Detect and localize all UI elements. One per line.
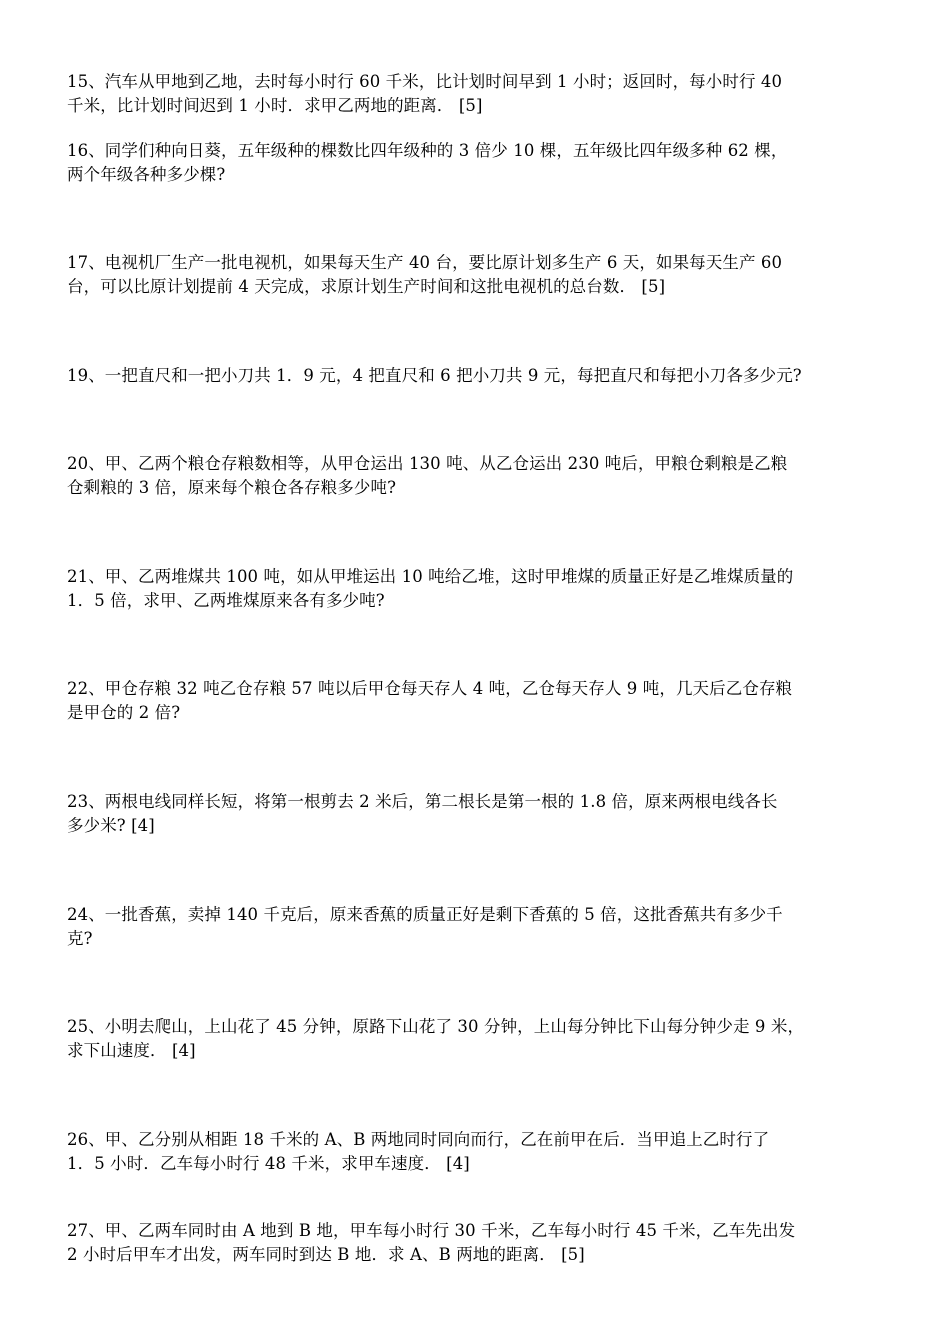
question-line: 16、同学们种向日葵，五年级种的棵数比四年级种的 3 倍少 10 棵，五年级比四年级多种 62 棵， <box>67 141 788 160</box>
question-line: 23、两根电线同样长短，将第一根剪去 2 米后，第二根长是第一根的 1.8 倍，原来两根电线各长 <box>67 792 778 811</box>
question-15 <box>67 70 889 118</box>
question-line: 27、甲、乙两车同时由 A 地到 B 地，甲车每小时行 30 千米，乙车每小时行 45 千米，乙车先出发 <box>67 1221 796 1240</box>
question-line: 克? <box>67 929 93 948</box>
question-line: 求下山速度． [4] <box>67 1041 196 1060</box>
question-line: 1．5 小时．乙车每小时行 48 千米，求甲车速度． [4] <box>67 1154 470 1173</box>
question-line: 两个年级各种多少棵? <box>67 165 226 184</box>
question-20 <box>67 452 889 500</box>
question-27 <box>67 1219 889 1267</box>
question-line: 2 小时后甲车才出发，两车同时到达 B 地．求 A、B 两地的距离． [5] <box>67 1245 585 1264</box>
question-line: 1．5 倍，求甲、乙两堆煤原来各有多少吨? <box>67 591 385 610</box>
question-line: 20、甲、乙两个粮仓存粮数相等，从甲仓运出 130 吨、从乙仓运出 230 吨后，甲粮仓剩粮是乙粮 <box>67 454 788 473</box>
question-line: 台，可以比原计划提前 4 天完成，求原计划生产时间和这批电视机的总台数． [5] <box>67 277 666 296</box>
question-26 <box>67 1128 889 1176</box>
question-line: 24、一批香蕉，卖掉 140 千克后，原来香蕉的质量正好是剩下香蕉的 5 倍，这批香蕉共有多少千 <box>67 905 783 924</box>
question-line: 17、电视机厂生产一批电视机，如果每天生产 40 台，要比原计划多生产 6 天，如果每天生产 60 <box>67 253 783 272</box>
question-24 <box>67 903 889 951</box>
question-line: 26、甲、乙分别从相距 18 千米的 A、B 两地同时同向而行，乙在前甲在后．当甲追上乙时行了 <box>67 1130 770 1149</box>
question-line: 21、甲、乙两堆煤共 100 吨，如从甲堆运出 10 吨给乙堆，这时甲堆煤的质量正好是乙堆煤质量的 <box>67 567 794 586</box>
question-line: 是甲仓的 2 倍? <box>67 703 181 722</box>
question-21 <box>67 565 889 613</box>
question-line: 19、一把直尺和一把小刀共 1．9 元，4 把直尺和 6 把小刀共 9 元，每把直尺和每把小刀各多少元? <box>67 366 802 385</box>
question-line: 15、汽车从甲地到乙地，去时每小时行 60 千米，比计划时间早到 1 小时；返回时，每小时行 40 <box>67 72 783 91</box>
question-17 <box>67 251 889 299</box>
question-line: 25、小明去爬山，上山花了 45 分钟，原路下山花了 30 分钟，上山每分钟比下山每分钟少走 9 米， <box>67 1017 805 1036</box>
question-line: 多少米? [4] <box>67 816 155 835</box>
question-22 <box>67 677 889 725</box>
question-19 <box>67 364 889 388</box>
question-23 <box>67 790 889 838</box>
question-16 <box>67 139 889 187</box>
question-25 <box>67 1015 889 1063</box>
question-line: 22、甲仓存粮 32 吨乙仓存粮 57 吨以后甲仓每天存人 4 吨，乙仓每天存人 9 吨，几天后乙仓存粮 <box>67 679 793 698</box>
question-line: 千米，比计划时间迟到 1 小时．求甲乙两地的距离． [5] <box>67 96 483 115</box>
question-line: 仓剩粮的 3 倍，原来每个粮仓各存粮多少吨? <box>67 478 397 497</box>
